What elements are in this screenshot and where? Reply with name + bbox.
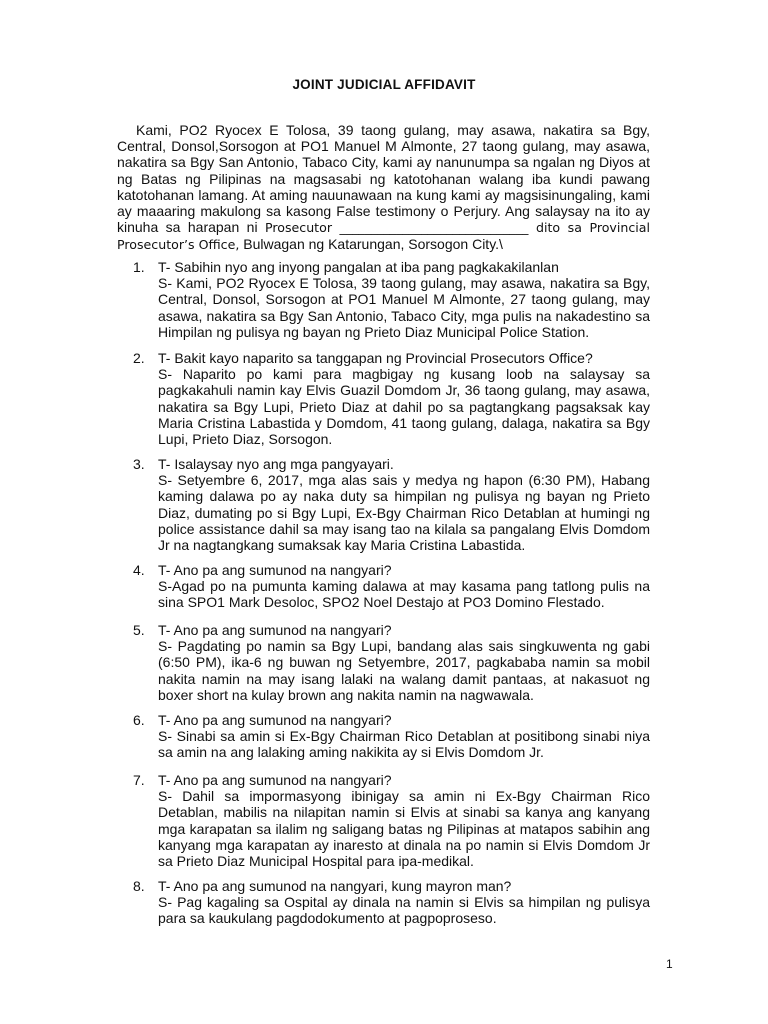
question-text: T- Ano pa ang sumunod na nangyari? (158, 622, 392, 638)
answer-text: S- Pag kagaling sa Ospital ay dinala na namin si Elvis sa himpilan ng pulisya para sa kaukulang pagdodokumento at pagpoproseso. (158, 894, 650, 927)
question-text: T- Isalaysay nyo ang mga pangyayari. (158, 456, 394, 472)
qa-item-5 (133, 622, 650, 703)
intro-text-end: Bulwagan ng Katarungan, Sorsogon City.\ (239, 236, 503, 253)
qa-item-4 (133, 562, 650, 611)
qa-item-8 (133, 878, 650, 927)
answer-text: S- Kami, PO2 Ryocex E Tolosa, 39 taong gulang, may asawa, nakatira sa Bgy, Central, Donsol, Sorsogon at PO1 Manuel M Almonte, 27 taong gulang, may asawa, nakatira sa Bgy San Antonio, Tabaco City, mga pulis na nakadestino sa Himpilan ng pulisya ng bayan ng Prieto Diaz Municipal Police Station. (158, 275, 650, 340)
question-text: T- Bakit kayo naparito sa tanggapan ng Provincial Prosecutors Office? (158, 350, 593, 366)
qa-item-2 (133, 350, 650, 447)
answer-text: S- Setyembre 6, 2017, mga alas sais y medya ng hapon (6:30 PM), Habang kaming dalawa po ay naka duty sa himpilan ng pulisya ng bayan ng Prieto Diaz, dumating po si Bgy Lupi, Ex-Bgy Chairman Rico Detablan at humingi ng police assistance dahil sa may isang tao na kilala sa pangalang Elvis Domdom Jr na nagtangkang sumaksak kay Maria Cristina Labastida. (158, 472, 650, 554)
question-text: T- Sabihin nyo ang inyong pangalan at iba pang pagkakakilanlan (158, 259, 559, 275)
qa-item-1 (133, 259, 650, 340)
intro-text: Kami, PO2 Ryocex E Tolosa, 39 taong gulang, may asawa, nakatira sa Bgy, Central, Donsol,Sorsogon at PO1 Manuel M Almonte, 27 taong gulang, may asawa, nakatira sa Bgy San Antonio, Tabaco City, kami ay nanunumpa sa ngalan ng Diyos at ng Batas ng Pilipinas na magsasabi ng katotohanan walang iba kundi pawang katotohanan lamang. At aming nauunawaan na kung kami ay magsisinungaling, kami ay maaaring makulong sa kasong False testimony o Perjury. Ang salaysay na ito ay kinuha sa harapan ni (117, 122, 650, 236)
question-text: T- Ano pa ang sumunod na nangyari? (158, 712, 392, 728)
item-number: 6. (133, 712, 145, 728)
question-text: T- Ano pa ang sumunod na nangyari, kung mayron man? (158, 878, 512, 894)
answer-text: S- Dahil sa impormasyong ibinigay sa amin ni Ex-Bgy Chairman Rico Detablan, mabilis na nilapitan namin si Elvis at sinabi sa kanya ang kanyang mga karapatan sa ilalim ng saligang batas ng Pilipinas at matapos sabihin ang kanyang mga karapatan ay inaresto at dinala na po namin si Elvis Domdom Jr sa Prieto Diaz Municipal Hospital para ipa-medikal. (158, 788, 650, 870)
answer-text: S-Agad po na pumunta kaming dalawa at may kasama pang tatlong pulis na sina SPO1 Mark Desoloc, SPO2 Noel Destajo at PO3 Domino Flestado. (158, 578, 650, 611)
intro-prosecutor-line: Prosecutor ______________________________ dito sa Provincial Prosecutor’s Office, (117, 220, 650, 253)
item-number: 5. (133, 622, 145, 638)
qa-item-6 (133, 712, 650, 761)
qa-item-7 (133, 772, 650, 869)
item-number: 4. (133, 562, 145, 578)
item-number: 8. (133, 878, 145, 894)
question-text: T- Ano pa ang sumunod na nangyari? (158, 772, 392, 788)
intro-paragraph (117, 122, 650, 254)
answer-text: S- Pagdating po namin sa Bgy Lupi, bandang alas sais singkuwenta ng gabi (6:50 PM), ika-6 ng buwan ng Setyembre, 2017, pagkababa namin sa mobil nakita namin na may isang lalaki na walang damit pantaas, at nakasuot ng boxer short na kulay brown ang nakita namin na nagwawala. (158, 638, 650, 703)
question-text: T- Ano pa ang sumunod na nangyari? (158, 562, 392, 578)
answer-text: S- Naparito po kami para magbigay ng kusang loob na salaysay sa pagkakahuli namin kay Elvis Guazil Domdom Jr, 36 taong gulang, may asawa, nakatira sa Bgy Lupi, Prieto Diaz at dahil po sa pagtangkang pagsaksak kay Maria Cristina Labastida y Domdom, 41 taong gulang, dalaga, nakatira sa Bgy Lupi, Prieto Diaz, Sorsogon. (158, 366, 650, 448)
qa-item-3 (133, 456, 650, 553)
page-number: 1 (666, 957, 673, 971)
item-number: 1. (133, 259, 145, 275)
item-number: 2. (133, 350, 145, 366)
item-number: 3. (133, 456, 145, 472)
document-title: JOINT JUDICIAL AFFIDAVIT (292, 77, 476, 92)
item-number: 7. (133, 772, 145, 788)
answer-text: S- Sinabi sa amin si Ex-Bgy Chairman Rico Detablan at positibong sinabi niya sa amin na ang lalaking aming nakikita ay si Elvis Domdom Jr. (158, 728, 650, 761)
